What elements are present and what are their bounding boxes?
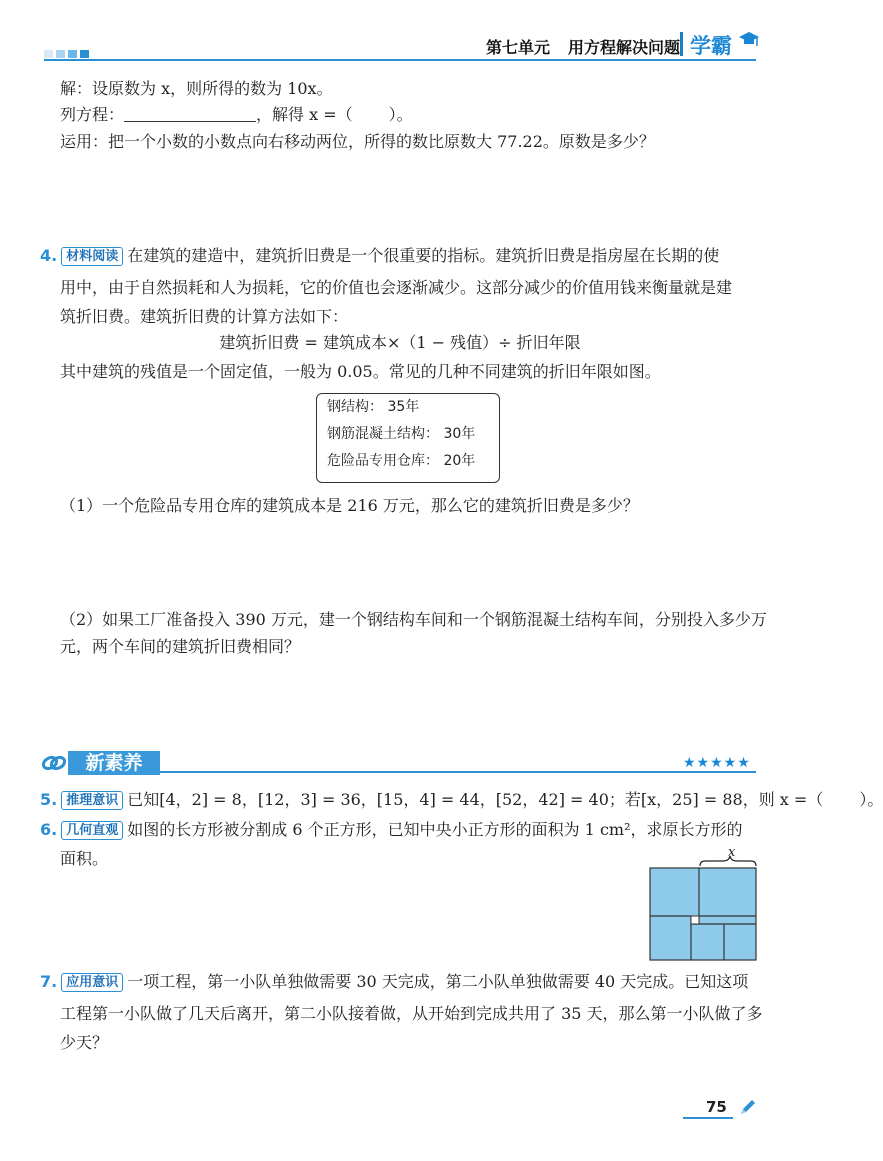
section-title: 新素养 xyxy=(68,751,160,775)
figure-x-label: x xyxy=(728,845,736,860)
header-dot xyxy=(56,50,65,58)
q7-tag: 应用意识 xyxy=(61,973,123,992)
pencil-icon xyxy=(738,1097,758,1117)
header-dot xyxy=(80,50,89,58)
q4-line1 xyxy=(40,246,719,266)
q3-equation-prefix: 列方程： xyxy=(60,105,125,124)
header-topic-title: 用方程解决问题 xyxy=(568,38,681,57)
difficulty-stars: ★★★★★ xyxy=(683,755,751,771)
depreciation-years-box xyxy=(316,393,500,483)
figure-squares xyxy=(650,868,756,960)
q3-equation-line xyxy=(60,105,413,125)
q5-number: 5. xyxy=(40,790,58,809)
q3-apply: 运用：把一个小数的小数点向右移动两位，所得的数比原数大 77.22。原数是多少？ xyxy=(60,132,655,151)
q7-line2: 工程第一小队做了几天后离开，第二小队接着做，从开始到完成共用了 35 天，那么第一小队做了多 xyxy=(60,1004,763,1023)
box-row: 钢筋混凝土结构： 30年 xyxy=(327,426,476,442)
q7-number: 7. xyxy=(40,972,58,991)
q7-line3: 少天？ xyxy=(60,1033,109,1052)
q4-text-1: 在建筑的建造中，建筑折旧费是一个很重要的指标。建筑折旧费是指房屋在长期的使 xyxy=(127,246,720,265)
box-row: 危险品专用仓库： 20年 xyxy=(327,453,476,469)
page-number: 75 xyxy=(706,1098,727,1116)
q4-subquestion-2-line1: （2）如果工厂准备投入 390 万元，建一个钢结构车间和一个钢筋混凝土结构车间，分别投入多少万 xyxy=(60,610,767,629)
q4-line4: 其中建筑的残值是一个固定值，一般为 0.05。常见的几种不同建筑的折旧年限如图。 xyxy=(60,362,661,381)
q4-line3: 筑折旧费。建筑折旧费的计算方法如下： xyxy=(60,307,349,326)
q6-line2: 面积。 xyxy=(60,849,109,868)
q5-end: ）。 xyxy=(859,790,883,809)
q4-line2: 用中，由于自然损耗和人为损耗，它的价值也会逐渐减少。这部分减少的价值用钱来衡量就是建 xyxy=(60,278,733,297)
brand-logo: 学霸 xyxy=(690,34,732,58)
graduation-cap-icon xyxy=(737,28,761,50)
rectangle-squares-figure xyxy=(644,842,760,964)
page-number-rule xyxy=(683,1117,733,1119)
q3-solution: 解：设原数为 x，则所得的数为 10x。 xyxy=(60,79,333,98)
q6-number: 6. xyxy=(40,820,58,839)
q6-line1 xyxy=(40,820,743,840)
figure-center-square xyxy=(691,916,699,924)
header-dot xyxy=(68,50,77,58)
q4-formula: 建筑折旧费 = 建筑成本×（1 − 残值）÷ 折旧年限 xyxy=(219,333,581,352)
q4-number: 4. xyxy=(40,246,58,265)
q3-equation-blank[interactable] xyxy=(124,105,256,122)
box-row: 钢结构： 35年 xyxy=(327,399,420,415)
q6-text-1: 如图的长方形被分割成 6 个正方形，已知中央小正方形的面积为 1 cm²，求原长方形的 xyxy=(127,820,743,839)
q4-subquestion-2-line2: 元，两个车间的建筑折旧费相同？ xyxy=(60,637,301,656)
q4-tag: 材料阅读 xyxy=(61,247,123,266)
q4-subquestion-1: （1）一个危险品专用仓库的建筑成本是 216 万元，那么它的建筑折旧费是多少？ xyxy=(60,496,639,515)
header-rule xyxy=(44,59,756,61)
q5-line xyxy=(40,790,883,810)
q5-text: 已知[4，2] = 8，[12，3] = 36，[15，4] = 44，[52，42] = 40；若[x，25] = 88，则 x =（ xyxy=(127,790,824,809)
q3-equation-end: ）。 xyxy=(388,105,413,124)
q5-tag: 推理意识 xyxy=(61,791,123,810)
header-divider xyxy=(680,32,683,56)
header-dot xyxy=(44,50,53,58)
figure-outer-rectangle xyxy=(650,868,756,960)
q6-tag: 几何直观 xyxy=(61,821,123,840)
q7-text-1: 一项工程，第一小队单独做需要 30 天完成，第二小队单独做需要 40 天完成。已知这项 xyxy=(127,972,749,991)
q7-line1 xyxy=(40,972,748,992)
q3-equation-suffix: ，解得 x =（ xyxy=(256,105,353,124)
header-unit-title: 第七单元 xyxy=(486,38,551,57)
section-rule xyxy=(160,771,756,773)
link-icon xyxy=(40,752,68,774)
